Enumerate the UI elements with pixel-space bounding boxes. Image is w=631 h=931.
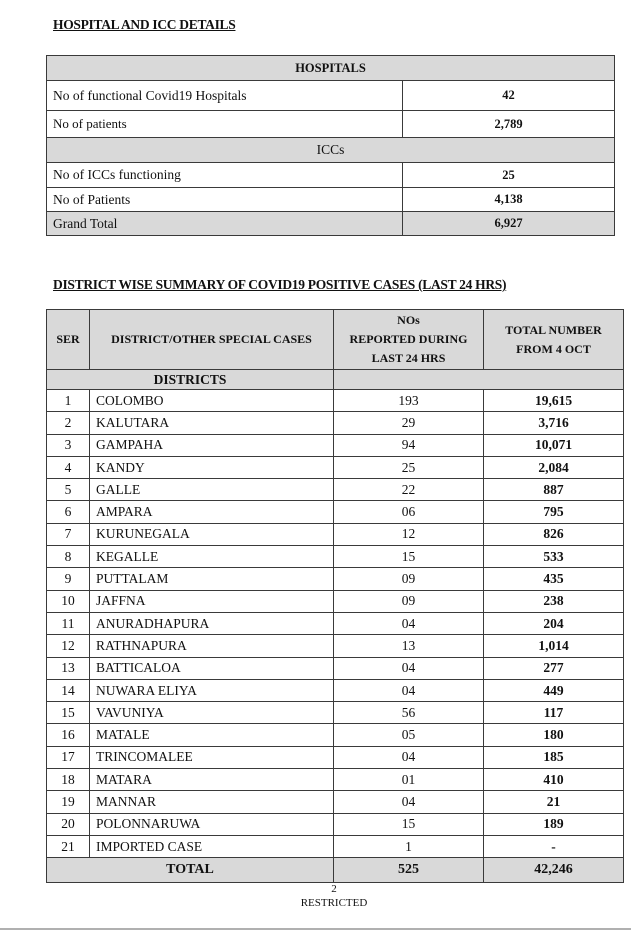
header-line: FROM 4 OCT <box>516 341 591 356</box>
row-label: No of functional Covid19 Hospitals <box>47 81 403 111</box>
classification-label: RESTRICTED <box>300 897 368 909</box>
row-total: 204 <box>484 612 624 634</box>
table-row <box>47 188 615 212</box>
row-district: GAMPAHA <box>90 434 334 456</box>
row-last24: 193 <box>334 390 484 412</box>
row-value: 42 <box>403 81 615 111</box>
row-total: 117 <box>484 702 624 724</box>
row-district: KURUNEGALA <box>90 523 334 545</box>
row-ser: 7 <box>47 523 90 545</box>
total-label: TOTAL <box>47 858 334 883</box>
table-row <box>47 111 615 138</box>
row-ser: 11 <box>47 612 90 634</box>
total-last24: 525 <box>334 858 484 883</box>
row-last24: 13 <box>334 635 484 657</box>
column-header-district-label: DISTRICT/OTHER SPECIAL CASES <box>111 332 312 346</box>
table-row <box>47 679 624 701</box>
row-district: GALLE <box>90 479 334 501</box>
row-district: BATTICALOA <box>90 657 334 679</box>
row-total: 449 <box>484 679 624 701</box>
column-header-district <box>90 310 334 370</box>
table-row <box>47 523 624 545</box>
district-summary-table <box>46 309 624 883</box>
table-row <box>47 635 624 657</box>
row-ser: 18 <box>47 769 90 791</box>
table-row <box>47 501 624 523</box>
row-district: AMPARA <box>90 501 334 523</box>
row-last24: 04 <box>334 791 484 813</box>
row-last24: 09 <box>334 590 484 612</box>
page-bottom-rule <box>0 928 631 930</box>
row-district: IMPORTED CASE <box>90 835 334 857</box>
header-line: TOTAL NUMBER <box>505 322 602 337</box>
row-total: 180 <box>484 724 624 746</box>
row-ser: 12 <box>47 635 90 657</box>
table-row <box>47 546 624 568</box>
grand-total-value: 6,927 <box>403 212 615 236</box>
row-district: JAFFNA <box>90 590 334 612</box>
table-row <box>47 434 624 456</box>
row-last24: 25 <box>334 456 484 478</box>
row-total: 410 <box>484 769 624 791</box>
table-row <box>47 813 624 835</box>
page-number: 2 <box>331 883 337 895</box>
row-total: 185 <box>484 746 624 768</box>
row-total: 795 <box>484 501 624 523</box>
header-row <box>47 310 624 370</box>
row-ser: 4 <box>47 456 90 478</box>
header-line: REPORTED DURING <box>349 332 468 346</box>
table-row <box>47 791 624 813</box>
row-label: No of ICCs functioning <box>47 163 403 188</box>
row-total: - <box>484 835 624 857</box>
table-row <box>47 390 624 412</box>
row-total: 887 <box>484 479 624 501</box>
table-row <box>47 590 624 612</box>
table-row <box>47 479 624 501</box>
row-total: 1,014 <box>484 635 624 657</box>
row-district: ANURADHAPURA <box>90 612 334 634</box>
table-row <box>47 724 624 746</box>
row-ser: 2 <box>47 412 90 434</box>
row-district: TRINCOMALEE <box>90 746 334 768</box>
row-total: 277 <box>484 657 624 679</box>
row-district: MATALE <box>90 724 334 746</box>
hospital-icc-table <box>46 55 615 236</box>
districts-subheader: DISTRICTS <box>47 370 334 390</box>
row-ser: 8 <box>47 546 90 568</box>
table-row <box>47 81 615 111</box>
row-value: 25 <box>403 163 615 188</box>
table-row <box>47 746 624 768</box>
row-last24: 01 <box>334 769 484 791</box>
row-district: NUWARA ELIYA <box>90 679 334 701</box>
table-row <box>47 456 624 478</box>
row-district: PUTTALAM <box>90 568 334 590</box>
iccs-header-row <box>47 138 615 163</box>
row-last24: 1 <box>334 835 484 857</box>
row-last24: 56 <box>334 702 484 724</box>
row-last24: 06 <box>334 501 484 523</box>
row-district: POLONNARUWA <box>90 813 334 835</box>
row-total: 10,071 <box>484 434 624 456</box>
row-last24: 15 <box>334 546 484 568</box>
column-header-total <box>484 310 624 370</box>
table-row <box>47 612 624 634</box>
row-last24: 22 <box>334 479 484 501</box>
row-district: RATHNAPURA <box>90 635 334 657</box>
column-header-ser: SER <box>47 310 90 370</box>
row-ser: 16 <box>47 724 90 746</box>
table-row <box>47 657 624 679</box>
grand-total-label: Grand Total <box>47 212 403 236</box>
districts-subheader-row <box>47 370 624 390</box>
hospitals-header: HOSPITALS <box>47 56 615 81</box>
row-ser: 21 <box>47 835 90 857</box>
row-district: COLOMBO <box>90 390 334 412</box>
row-total: 238 <box>484 590 624 612</box>
grand-total-row <box>47 212 615 236</box>
hospitals-header-row <box>47 56 615 81</box>
row-ser: 17 <box>47 746 90 768</box>
iccs-header: ICCs <box>47 138 615 163</box>
row-last24: 15 <box>334 813 484 835</box>
total-row <box>47 858 624 883</box>
table-row <box>47 769 624 791</box>
districts-subheader-empty <box>334 370 624 390</box>
row-district: KEGALLE <box>90 546 334 568</box>
hospital-section-title: HOSPITAL AND ICC DETAILS <box>53 17 236 32</box>
column-header-last24 <box>334 310 484 370</box>
row-district: MANNAR <box>90 791 334 813</box>
row-district: VAVUNIYA <box>90 702 334 724</box>
row-value: 4,138 <box>403 188 615 212</box>
row-ser: 15 <box>47 702 90 724</box>
row-ser: 5 <box>47 479 90 501</box>
row-total: 533 <box>484 546 624 568</box>
row-total: 19,615 <box>484 390 624 412</box>
row-total: 826 <box>484 523 624 545</box>
header-line: NOs <box>397 313 420 327</box>
row-last24: 09 <box>334 568 484 590</box>
row-ser: 19 <box>47 791 90 813</box>
row-ser: 20 <box>47 813 90 835</box>
row-last24: 05 <box>334 724 484 746</box>
row-district: KALUTARA <box>90 412 334 434</box>
row-last24: 94 <box>334 434 484 456</box>
row-ser: 9 <box>47 568 90 590</box>
district-section-title: DISTRICT WISE SUMMARY OF COVID19 POSITIVE CASES (LAST 24 HRS) <box>53 277 507 292</box>
table-row <box>47 702 624 724</box>
row-ser: 3 <box>47 434 90 456</box>
row-ser: 1 <box>47 390 90 412</box>
row-last24: 04 <box>334 679 484 701</box>
row-total: 2,084 <box>484 456 624 478</box>
row-value: 2,789 <box>403 111 615 138</box>
row-ser: 10 <box>47 590 90 612</box>
table-row <box>47 568 624 590</box>
row-last24: 04 <box>334 612 484 634</box>
row-last24: 12 <box>334 523 484 545</box>
row-ser: 13 <box>47 657 90 679</box>
table-row <box>47 835 624 857</box>
row-label: No of Patients <box>47 188 403 212</box>
row-district: KANDY <box>90 456 334 478</box>
table-row <box>47 412 624 434</box>
row-total: 189 <box>484 813 624 835</box>
row-last24: 04 <box>334 746 484 768</box>
row-total: 435 <box>484 568 624 590</box>
header-line: LAST 24 HRS <box>371 351 446 365</box>
total-cumulative: 42,246 <box>484 858 624 883</box>
row-district: MATARA <box>90 769 334 791</box>
row-label: No of patients <box>47 111 403 138</box>
row-last24: 04 <box>334 657 484 679</box>
row-total: 3,716 <box>484 412 624 434</box>
row-ser: 6 <box>47 501 90 523</box>
row-total: 21 <box>484 791 624 813</box>
row-ser: 14 <box>47 679 90 701</box>
row-last24: 29 <box>334 412 484 434</box>
table-row <box>47 163 615 188</box>
